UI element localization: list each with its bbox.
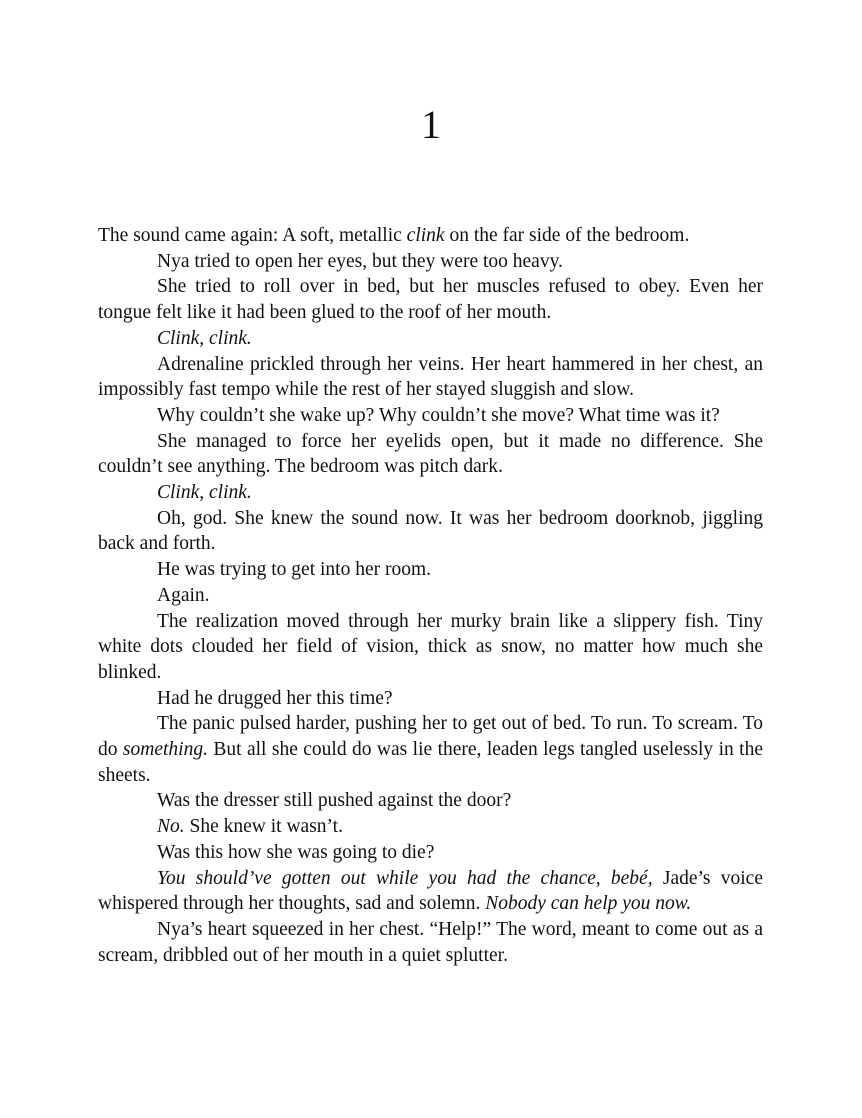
text-run: She managed to force her eyelids open, but it made no difference. She couldn’t see anything. The bedroom was pitch dark. [98, 430, 763, 478]
paragraph [98, 223, 763, 249]
italic-text: Nobody can help you now. [485, 893, 692, 915]
text-run: Had he drugged her this time? [157, 687, 393, 709]
text-run: She tried to roll over in bed, but her muscles refused to obey. Even her tongue felt like it had been glued to the roof of her mouth. [98, 276, 763, 324]
italic-text: something. [122, 739, 208, 761]
paragraph [98, 352, 763, 403]
text-run: But all she could do was lie there, leaden legs tangled uselessly in the sheets. [98, 739, 763, 786]
paragraph [98, 557, 763, 583]
text-run: The sound came again: A soft, metallic [98, 225, 407, 246]
paragraph [98, 866, 763, 917]
paragraph [98, 326, 763, 352]
text-run: The realization moved through her murky brain like a slippery fish. Tiny white dots clouded her field of vision, thick as snow, no matter how much she blinked. [98, 610, 763, 683]
paragraph [98, 609, 763, 686]
text-run: Nya tried to open her eyes, but they were too heavy. [157, 250, 563, 272]
text-run: on the far side of the bedroom. [444, 225, 690, 246]
text-run: Oh, god. She knew the sound now. It was her bedroom doorknob, jiggling back and forth. [98, 507, 763, 555]
chapter-number: 1 [421, 102, 441, 147]
paragraph [98, 917, 763, 968]
chapter-body [98, 223, 763, 968]
paragraph [98, 403, 763, 429]
italic-text: You should’ve gotten out while you had the chance, bebé, [157, 867, 653, 889]
text-run: She knew it wasn’t. [184, 816, 343, 838]
text-run: Jade’s voice whispered through her thoughts, sad and solemn. [98, 867, 763, 915]
text-run: Adrenaline prickled through her veins. Her heart hammered in her chest, an impossibly fast tempo while the rest of her stayed sluggish and slow. [98, 353, 763, 401]
text-run: Again. [157, 584, 210, 606]
paragraph [98, 480, 763, 506]
italic-text: clink [406, 225, 445, 246]
paragraph [98, 711, 763, 788]
italic-text: No. [157, 816, 185, 838]
italic-text: Clink, clink. [157, 482, 252, 504]
paragraph [98, 274, 763, 325]
paragraph [98, 840, 763, 866]
text-run: Was this how she was going to die? [157, 841, 435, 863]
paragraph [98, 686, 763, 712]
text-run: Was the dresser still pushed against the door? [157, 790, 512, 812]
text-run: Why couldn’t she wake up? Why couldn’t she move? What time was it? [157, 404, 720, 426]
paragraph [98, 788, 763, 814]
italic-text: Clink, clink. [157, 327, 252, 349]
paragraph [98, 583, 763, 609]
paragraph [98, 249, 763, 275]
text-run: Nya’s heart squeezed in her chest. “Help!” The word, meant to come out as a scream, dribbled out of her mouth in a quiet splutter. [98, 918, 763, 966]
paragraph [98, 814, 763, 840]
text-run: He was trying to get into her room. [157, 559, 432, 581]
paragraph [98, 429, 763, 480]
paragraph [98, 506, 763, 557]
text-run: The panic pulsed harder, pushing her to get out of bed. To run. To scream. To do [98, 713, 763, 761]
